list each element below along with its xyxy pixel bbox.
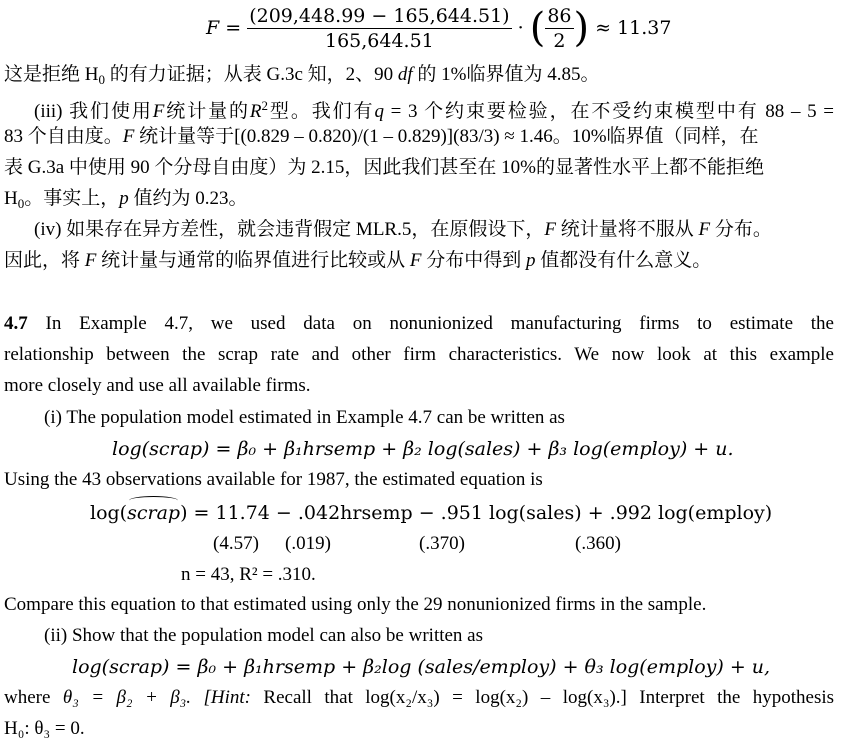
fit-stats-text: n = 43, R² = .310. xyxy=(181,564,316,585)
df-denominator: 2 xyxy=(553,29,566,52)
cn-p4-e: 分布。 xyxy=(710,219,772,240)
en-l6c: [Hint: xyxy=(203,687,251,708)
se-4-text: (.360) xyxy=(575,533,621,554)
cn-l1-rest: 的有力证据；从表 G.3c 知，2、90 xyxy=(104,64,398,85)
en-line-2 xyxy=(4,340,834,370)
cn-p4-b: F xyxy=(544,219,556,240)
f-statistic-equation xyxy=(206,2,671,54)
equation-3 xyxy=(72,652,770,682)
cn-p4-l2c: 统计量与通常的临界值进行比较或从 xyxy=(96,250,410,271)
cn-p4-line-2 xyxy=(4,246,711,276)
en-line-1 xyxy=(4,309,834,339)
cn-p3-d: R xyxy=(249,101,262,122)
en-l6b: θ₃ = β₂ + β₃. xyxy=(62,687,192,708)
eq2-var: scrap xyxy=(127,502,181,524)
cn-p4-l2b: F xyxy=(84,250,97,271)
fraction-numerator: (209,448.99 − 165,644.51) xyxy=(249,4,510,27)
f-symbol: F xyxy=(206,17,220,39)
eq3-text: log(scrap) = β₀ + β₁hrsemp + β₂log (sales/employ) + θ₃ log(employ) + u, xyxy=(72,656,771,678)
cn-p3-e: 2 xyxy=(261,98,269,113)
cn-p3-l4b: 。事实上， xyxy=(24,188,120,209)
cn-p4-l2f: p xyxy=(526,250,536,271)
en-part-i xyxy=(44,403,565,433)
cn-p4-a: (iv) 如果存在异方差性，就会违背假定 MLR.5，在原假设下， xyxy=(34,219,545,240)
en-l7: H₀: θ₃ = 0. xyxy=(4,718,85,739)
equation-1 xyxy=(112,434,734,464)
cn-p4-l2g: 值都没有什么意义。 xyxy=(535,250,712,271)
se-1 xyxy=(213,529,259,559)
df-numerator: 86 xyxy=(547,4,572,27)
cn-l1-sub: 0 xyxy=(98,72,105,87)
cn-p3-l2b: F xyxy=(122,126,135,147)
eq2-log: log( xyxy=(90,502,128,524)
en-l4: Using the 43 observations available for 1987, the estimated equation is xyxy=(4,469,543,490)
en-l5: Compare this equation to that estimated using only the 29 nonunionized firms in the sample. xyxy=(4,594,707,615)
en-line-6 xyxy=(4,683,834,713)
en-l2: relationship between the scrap rate and other firm characteristics. We now look at this example xyxy=(4,344,834,365)
cn-p3-f: 型。我们有 xyxy=(268,101,375,122)
cn-p3-h: = 3 个约束要检验，在不受约束模型中有 88 – 5 = xyxy=(383,101,834,122)
en-line-3 xyxy=(4,371,311,401)
cn-p4-l2d: F xyxy=(409,250,422,271)
se-2 xyxy=(285,529,331,559)
cn-p3-b: F xyxy=(152,101,165,122)
cn-p3-c: 统计量的 xyxy=(164,101,250,122)
cn-p4-d: F xyxy=(698,219,711,240)
en-line-4 xyxy=(4,465,543,495)
main-fraction xyxy=(247,4,511,53)
se-2-text: (.019) xyxy=(285,533,331,554)
se-3-text: (.370) xyxy=(419,533,465,554)
cn-p3-l2a: 83 个自由度。 xyxy=(4,126,123,147)
df-fraction xyxy=(545,4,573,53)
cn-p3-l2c: 统计量等于[(0.829 – 0.820)/(1 – 0.829)](83/3) ≈ 1.46。10%临界值（同样，在 xyxy=(134,126,759,147)
equation-2 xyxy=(90,498,772,528)
cn-p4-c: 统计量将不服从 xyxy=(555,219,699,240)
eq1-text: log(scrap) = β₀ + β₁hrsemp + β₂ log(sales) + β₃ log(employ) + u. xyxy=(112,438,734,460)
se-1-text: (4.57) xyxy=(213,533,259,554)
eq2-rhs: ) = 11.74 − .042hrsemp − .951 log(sales) + .992 log(employ) xyxy=(180,502,773,524)
f-result: ≈ 11.37 xyxy=(595,17,672,39)
cn-p4-l2a: 因此，将 xyxy=(4,250,85,271)
cn-p3-l4a: H xyxy=(4,188,18,209)
en-part-ii xyxy=(44,621,483,651)
equals-sign: = xyxy=(219,17,248,39)
problem-number: 4.7 xyxy=(4,313,28,334)
en-l1: In Example 4.7, we used data on nonunionized manufacturing firms to estimate the xyxy=(45,313,834,334)
dot-operator: · xyxy=(511,17,530,39)
cn-l1-end: 的 1%临界值为 4.85。 xyxy=(412,64,600,85)
cn-p3-l3: 表 G.3a 中使用 90 个分母自由度）为 2.15，因此我们甚至在 10%的显著性水平上都不能拒绝 xyxy=(4,157,764,178)
en-l6d: Recall that log(x₂/x₃) = log(x₂) – log(x₃).] Interpret the hypothesis xyxy=(263,687,835,708)
fit-stats xyxy=(181,560,316,590)
cn-p4-line-1 xyxy=(34,215,772,245)
cn-l1-df: df xyxy=(397,64,413,85)
cn-p3-line-4 xyxy=(4,184,248,219)
en-i2: (ii) Show that the population model can also be written as xyxy=(44,625,484,646)
cn-l1-text: 这是拒绝 H xyxy=(4,64,99,85)
fraction-denominator: 165,644.51 xyxy=(324,29,434,52)
cn-p3-a: (iii) 我们使用 xyxy=(34,101,153,122)
cn-p3-line-2 xyxy=(4,122,759,152)
cn-line-1 xyxy=(4,60,600,95)
se-3 xyxy=(419,529,465,559)
cn-p3-l4sub: 0 xyxy=(17,196,25,211)
cn-p3-g: q xyxy=(374,101,384,122)
en-line-7 xyxy=(4,714,85,744)
en-i1: (i) The population model estimated in Example 4.7 can be written as xyxy=(44,407,565,428)
cn-p3-l4d: 值约为 0.23。 xyxy=(128,188,248,209)
en-line-5 xyxy=(4,590,706,620)
right-paren: ) xyxy=(573,5,590,51)
en-l6a: where xyxy=(4,687,51,708)
cn-p4-l2e: 分布中得到 xyxy=(421,250,527,271)
cn-p3-line-3 xyxy=(4,153,764,183)
scrap-hat xyxy=(127,498,180,528)
left-paren: ( xyxy=(529,5,546,51)
se-4 xyxy=(575,529,621,559)
cn-p3-l4c: p xyxy=(119,188,129,209)
en-l3: more closely and use all available firms. xyxy=(4,375,311,396)
